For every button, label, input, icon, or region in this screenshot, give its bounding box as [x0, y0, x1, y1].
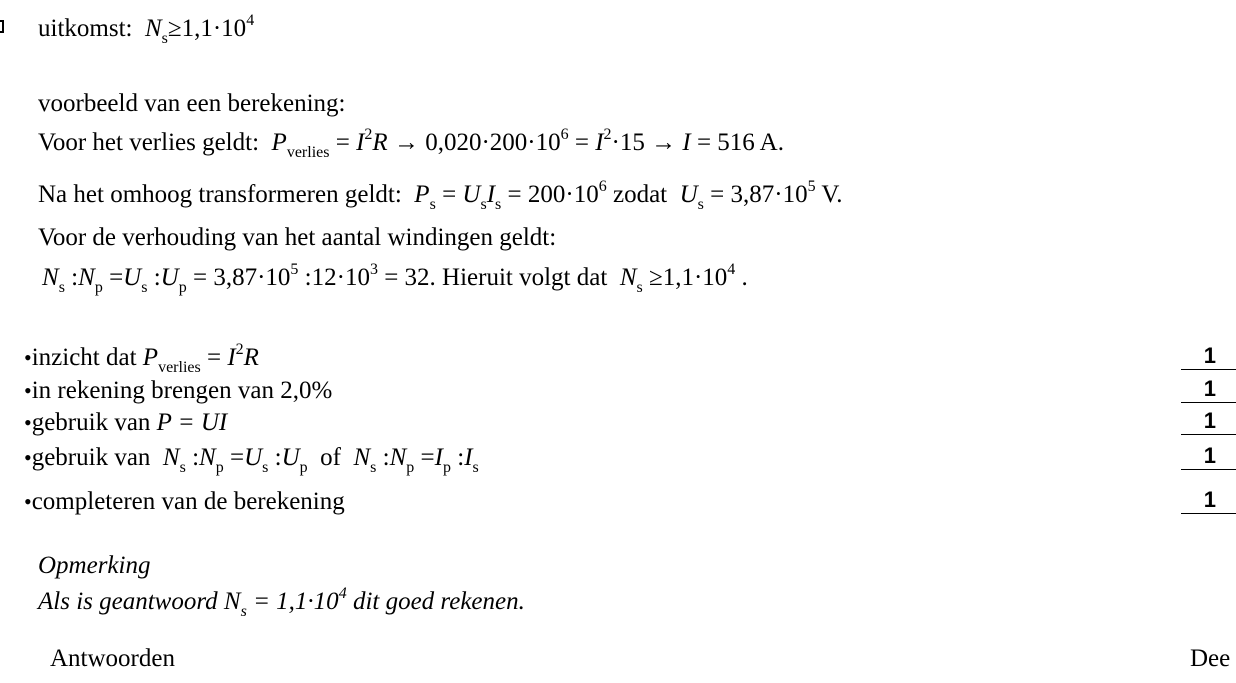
criterion-1: •inzicht dat $P_{verlies} = I^2R$ — [24, 341, 259, 376]
score-4: 1 — [1181, 445, 1236, 470]
example-line-3: Voor de verhouding van het aantal windingen geldt: — [38, 224, 557, 251]
criterion-4: •gebruik van $N_s$ $:N_p =U_s$ $:U_p$ of $N_s$ $:N_p =I_p$ $:I_s$ — [24, 444, 479, 476]
example-line-2: Na het omhoog transformeren geldt: $P_s = U_sI_s = 200\cdot 10^6$ zodat $U_s = 3,87\cdot 10^5$ V. — [38, 178, 843, 213]
checkbox-marker — [0, 20, 4, 33]
criterion-5: •completeren van de berekening — [24, 488, 345, 515]
answer-line: uitkomst: $N_s\ge 1,1\cdot 10^4$ — [38, 12, 255, 47]
score-1: 1 — [1181, 345, 1236, 370]
criterion-3: •gebruik van P = UI — [24, 409, 228, 436]
score-3: 1 — [1181, 410, 1236, 435]
score-5: 1 — [1181, 489, 1236, 514]
example-line-1: Voor het verlies geldt: $P_{verlies} = I^2R \to 0,020\cdot 200\cdot 10^6 = I^2\cdot 15 \to I = 516$ A. — [38, 126, 784, 161]
example-line-4: $N_s$ $:N_p =U_s$ $:U_p = 3,87\cdot 10^5$ $:12\cdot 10^3 = 32$. Hieruit volgt dat $N_s \ge 1,1\cdot 10^4$ . — [42, 261, 748, 296]
example-heading: voorbeeld van een berekening: — [38, 90, 346, 117]
criterion-2: •in rekening brengen van 2,0% — [24, 377, 333, 404]
note-text: Als is geantwoord $N_s = 1,1\cdot 10^4$ dit goed rekenen. — [38, 585, 525, 620]
footer-right: Dee — [1190, 645, 1231, 672]
note-title: Opmerking — [38, 552, 151, 579]
score-2: 1 — [1181, 378, 1236, 403]
footer-left: Antwoorden — [50, 645, 175, 672]
